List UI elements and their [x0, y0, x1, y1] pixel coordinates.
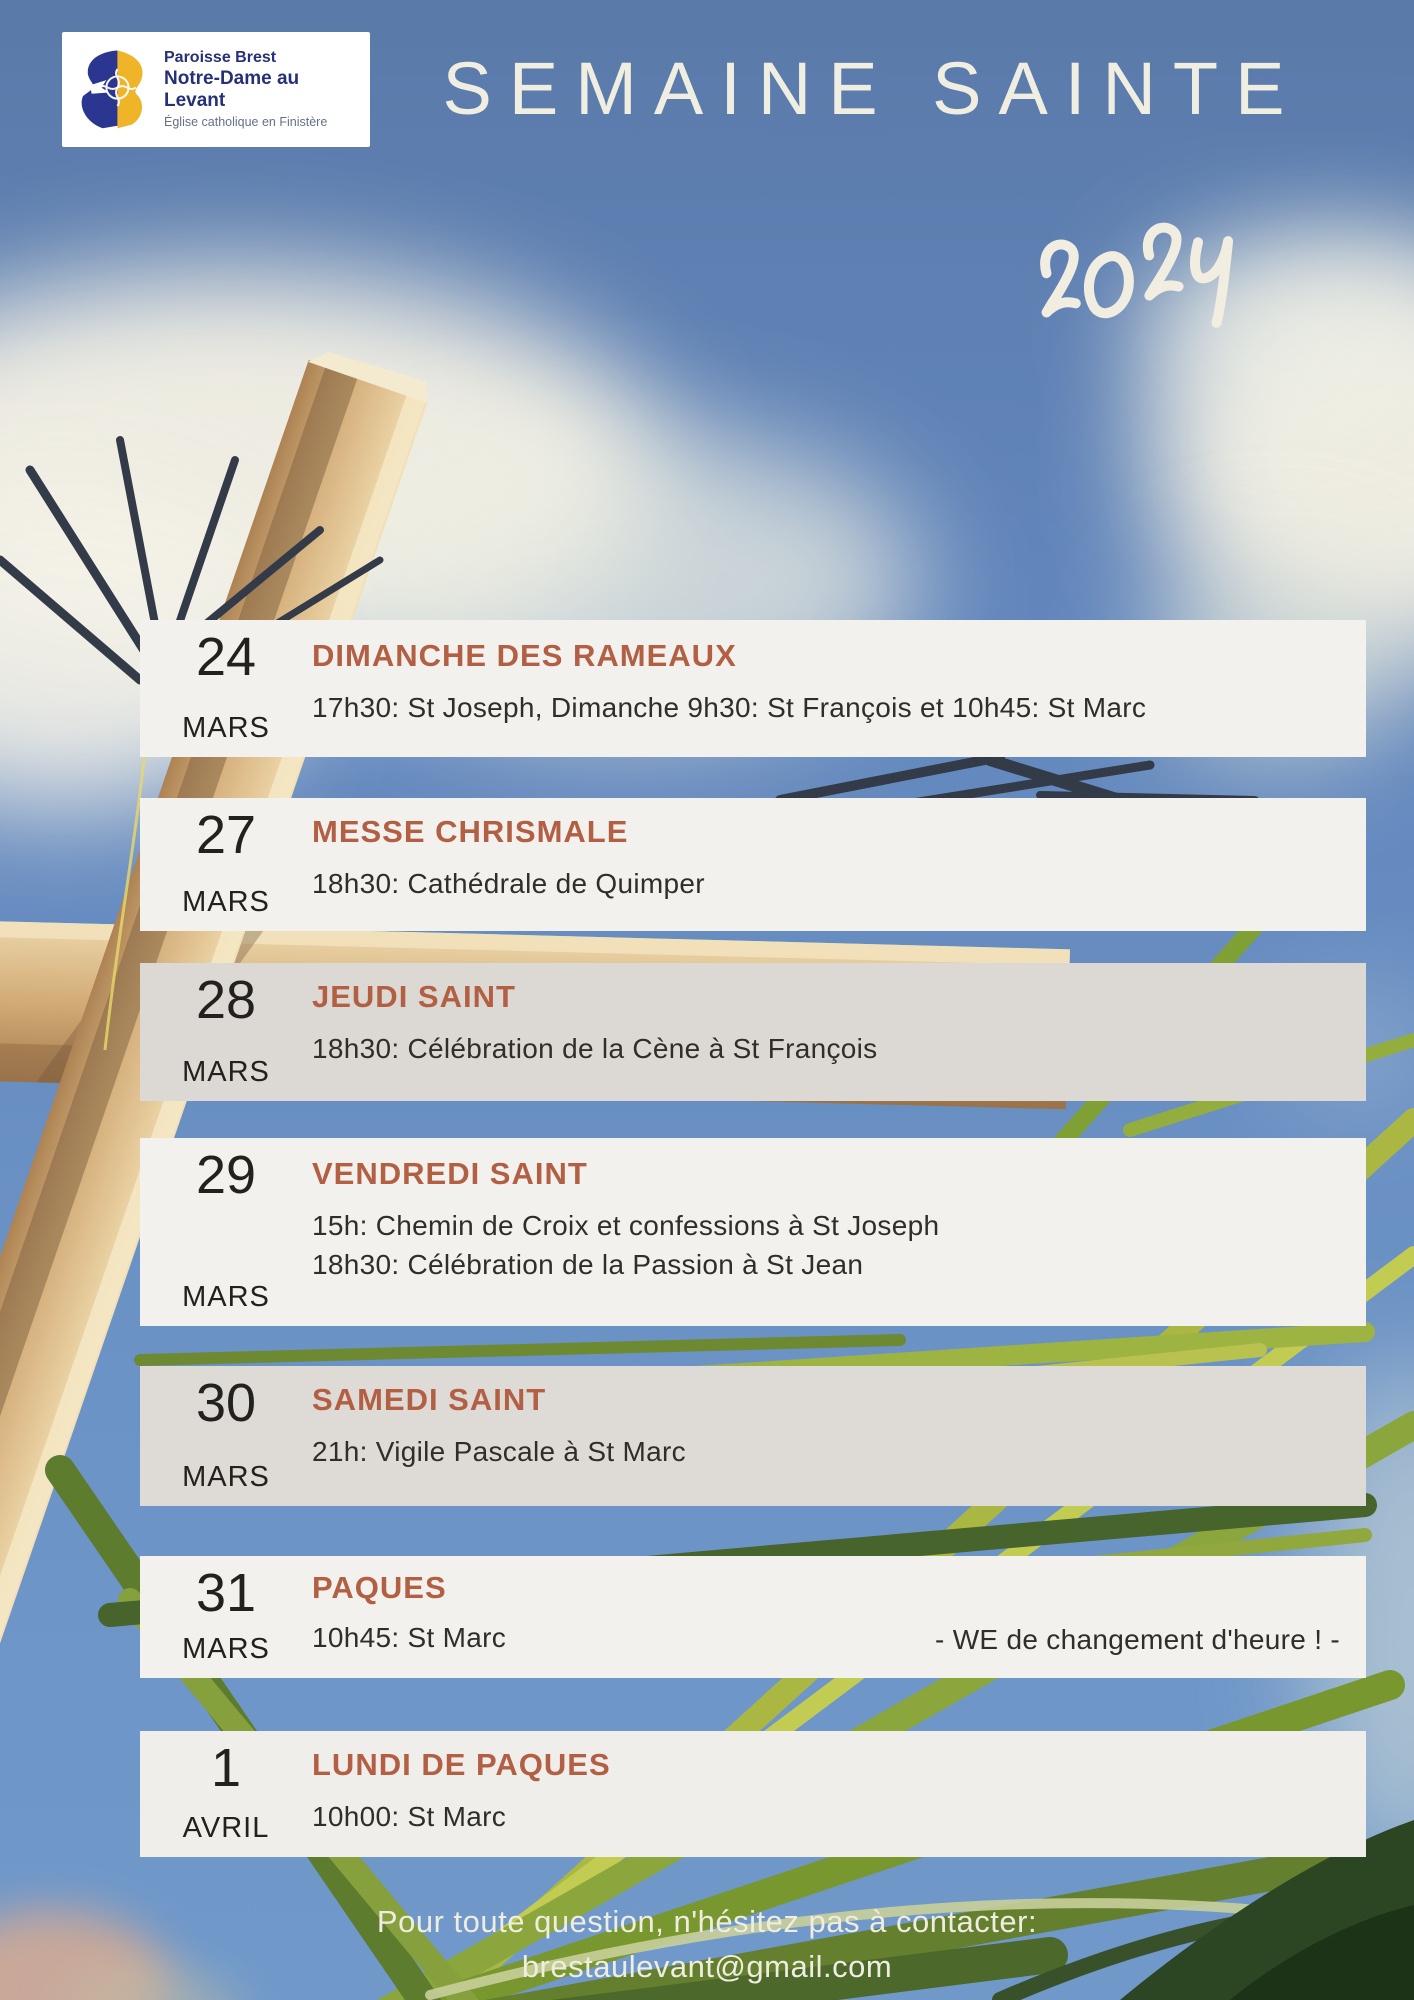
- event-details: [312, 1206, 1336, 1284]
- event-date: [140, 1138, 312, 1326]
- event-day: 30: [195, 1373, 257, 1433]
- event-date: [140, 620, 312, 757]
- event-details: [312, 1797, 1336, 1836]
- event-row: [140, 1138, 1366, 1326]
- event-detail: 18h30: Cathédrale de Quimper: [312, 868, 705, 899]
- event-row: [140, 963, 1366, 1101]
- event-day: 1: [210, 1738, 242, 1798]
- event-day: 29: [195, 1145, 257, 1205]
- event-month: MARS: [182, 1633, 270, 1665]
- event-date: [140, 963, 312, 1101]
- event-detail: 10h00: St Marc: [312, 1801, 507, 1832]
- event-details: [312, 864, 1336, 903]
- event-date: [140, 1556, 312, 1678]
- event-month: MARS: [182, 1281, 270, 1313]
- footer: [0, 1900, 1414, 1990]
- parish-logo-icon: [78, 45, 152, 135]
- event-detail: 17h30: St Joseph, Dimanche 9h30: St François et 10h45: St Marc: [312, 692, 1147, 723]
- event-title: DIMANCHE DES RAMEAUX: [312, 638, 737, 673]
- event-title: PAQUES: [312, 1570, 447, 1605]
- event-info: [312, 1366, 1366, 1506]
- event-date: [140, 1366, 312, 1506]
- event-month: MARS: [182, 1461, 270, 1493]
- event-day: 31: [195, 1563, 257, 1623]
- event-title: VENDREDI SAINT: [312, 1156, 588, 1191]
- event-info: [312, 1138, 1366, 1326]
- event-detail: 15h: Chemin de Croix et confessions à St Joseph: [312, 1210, 940, 1241]
- event-month: AVRIL: [182, 1812, 270, 1844]
- event-detail: 10h45: St Marc: [312, 1622, 507, 1653]
- event-month: MARS: [182, 1056, 270, 1088]
- event-detail: 21h: Vigile Pascale à St Marc: [312, 1436, 686, 1467]
- event-details: [312, 688, 1336, 727]
- event-row: [140, 1556, 1366, 1678]
- event-detail: 18h30: Célébration de la Cène à St François: [312, 1033, 878, 1064]
- event-day: 24: [195, 627, 257, 687]
- event-title: SAMEDI SAINT: [312, 1382, 547, 1417]
- event-day: 28: [195, 970, 257, 1030]
- event-date: [140, 1731, 312, 1857]
- event-detail: 18h30: Célébration de la Passion à St Jean: [312, 1249, 864, 1281]
- event-details: [312, 1029, 1336, 1068]
- event-details: [312, 1432, 1336, 1471]
- year-handwritten-icon: [1030, 208, 1260, 358]
- event-title: LUNDI DE PAQUES: [312, 1747, 611, 1782]
- logo-tagline: Église catholique en Finistère: [164, 115, 328, 130]
- event-month: MARS: [182, 712, 270, 744]
- event-info: [312, 620, 1366, 757]
- logo-name-line2: Notre-Dame au Levant: [164, 67, 300, 112]
- event-row: [140, 1366, 1366, 1506]
- parish-logo: [62, 32, 370, 147]
- logo-name-line1: Paroisse Brest: [164, 48, 277, 66]
- event-row: [140, 620, 1366, 757]
- event-info: [312, 1731, 1366, 1857]
- event-info: [312, 1556, 1366, 1678]
- event-month: MARS: [182, 886, 270, 918]
- footer-email: brestaulevant@gmail.com: [521, 1948, 893, 1984]
- footer-contact-text: Pour toute question, n'hésitez pas à contacter:: [376, 1904, 1038, 1939]
- event-title: JEUDI SAINT: [312, 979, 516, 1014]
- event-day: 27: [195, 805, 257, 865]
- page-title: SEMAINE SAINTE: [442, 47, 1302, 130]
- event-title: MESSE CHRISMALE: [312, 814, 629, 849]
- event-row: [140, 798, 1366, 931]
- event-date: [140, 798, 312, 931]
- event-row: [140, 1731, 1366, 1857]
- event-info: [312, 963, 1366, 1101]
- event-info: [312, 798, 1366, 931]
- event-note: - WE de changement d'heure ! -: [935, 1624, 1340, 1655]
